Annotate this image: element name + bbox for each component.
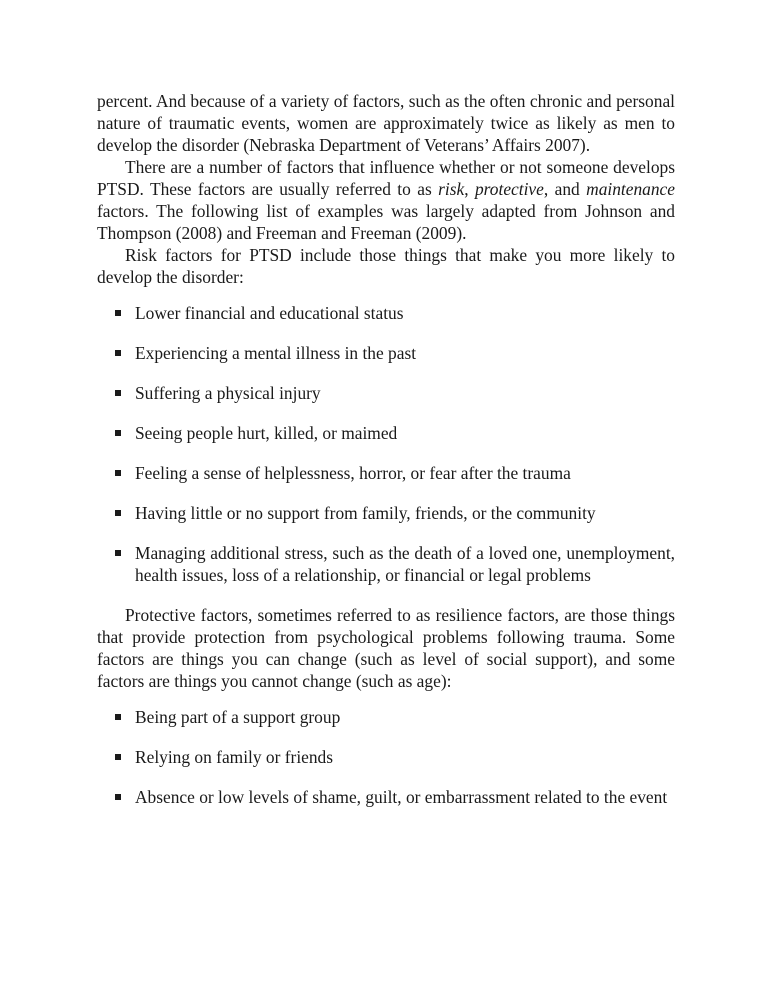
factors-intro-comma: ,	[464, 179, 475, 199]
factors-intro-and: , and	[543, 179, 587, 199]
bullet-square-icon	[115, 714, 121, 720]
paragraph-prevalence: percent. And because of a variety of factors, such as the often chronic and personal nature of traumatic events, women are approximately twice as likely as men to develop the disorder (Nebraska Department of Veterans’ Affairs 2007).	[97, 91, 675, 155]
term-protective: protective	[474, 179, 544, 199]
bullet-square-icon	[115, 754, 121, 760]
list-item	[97, 542, 675, 586]
list-item	[97, 462, 675, 484]
list-item-text: Absence or low levels of shame, guilt, or embarrassment related to the event	[135, 787, 668, 807]
bullet-square-icon	[115, 794, 121, 800]
bullet-square-icon	[115, 550, 121, 556]
list-item	[97, 746, 675, 768]
list-item	[97, 786, 675, 808]
paragraph-risk-intro: Risk factors for PTSD include those things that make you more likely to develop the disorder:	[97, 245, 675, 287]
risk-factors-list	[97, 302, 675, 586]
list-item-text: Lower financial and educational status	[135, 303, 404, 323]
term-risk: risk	[438, 179, 465, 199]
list-item-text: Suffering a physical injury	[135, 383, 321, 403]
list-item	[97, 422, 675, 444]
bullet-square-icon	[115, 430, 121, 436]
list-item-text: Relying on family or friends	[135, 747, 334, 767]
list-item	[97, 342, 675, 364]
list-item	[97, 302, 675, 324]
list-item	[97, 502, 675, 524]
bullet-square-icon	[115, 350, 121, 356]
list-item	[97, 382, 675, 404]
list-item-text: Being part of a support group	[135, 707, 341, 727]
factors-intro-text-b: factors. The following list of examples was largely adapted from Johnson and Thompson (2008) and Freeman and Freeman (2009).	[97, 201, 675, 243]
paragraph-factors-intro	[97, 156, 675, 244]
term-maintenance: maintenance	[586, 179, 675, 199]
list-item-text: Having little or no support from family, friends, or the community	[135, 503, 596, 523]
list-item-text: Managing additional stress, such as the death of a loved one, unemployment, health issues, loss of a relationship, or financial or legal problems	[135, 543, 675, 585]
bullet-square-icon	[115, 390, 121, 396]
document-page	[97, 90, 675, 826]
bullet-square-icon	[115, 510, 121, 516]
protective-factors-list	[97, 706, 675, 808]
bullet-square-icon	[115, 470, 121, 476]
list-item-text: Experiencing a mental illness in the past	[135, 343, 417, 363]
list-item	[97, 706, 675, 728]
factors-intro-text-a: There are a number of factors that influence whether or not someone develops PTSD. These factors are usually referred to as	[97, 157, 675, 199]
list-item-text: Feeling a sense of helplessness, horror, or fear after the trauma	[135, 463, 571, 483]
bullet-square-icon	[115, 310, 121, 316]
list-item-text: Seeing people hurt, killed, or maimed	[135, 423, 398, 443]
paragraph-protective-intro: Protective factors, sometimes referred to as resilience factors, are those things that provide protection from psychological problems following trauma. Some factors are things you can change (such as level of social support), and some factors are things you cannot change (such as age):	[97, 605, 675, 691]
